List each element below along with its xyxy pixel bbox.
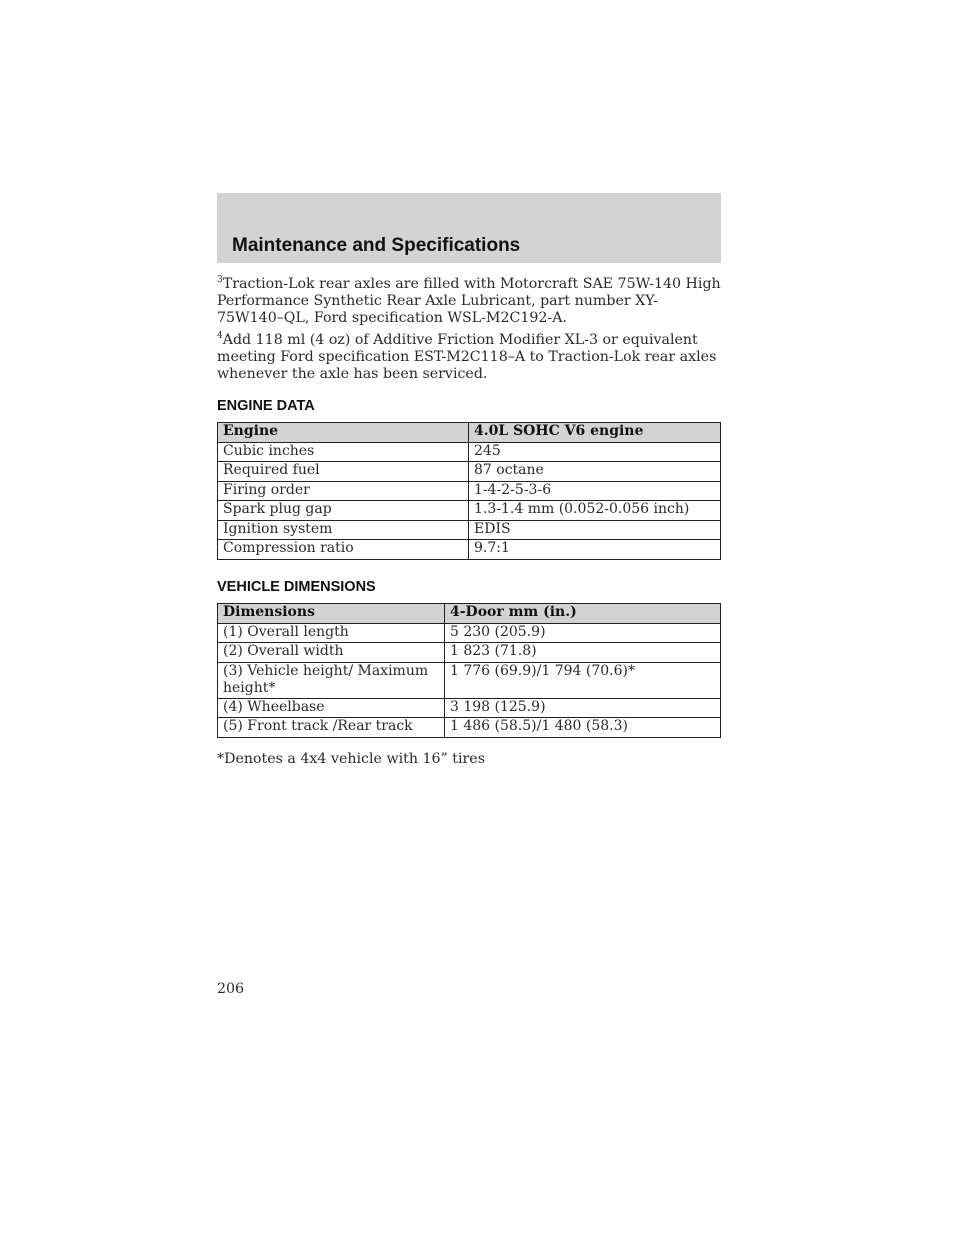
table-row bbox=[218, 662, 721, 698]
footnote-4 bbox=[217, 332, 721, 383]
table-cell: 1 486 (58.5)/1 480 (58.3) bbox=[445, 718, 721, 738]
table-row bbox=[218, 718, 721, 738]
engine-data-heading: ENGINE DATA bbox=[217, 398, 315, 414]
vehicle-dimensions-heading: VEHICLE DIMENSIONS bbox=[217, 579, 376, 595]
table-cell: Compression ratio bbox=[218, 540, 469, 560]
table-row bbox=[218, 501, 721, 521]
footnote-text: Add 118 ml (4 oz) of Additive Friction Modifier XL-3 or equivalent meeting Ford specification EST-M2C118–A to Traction-Lok rear axles whenever the axle has been serviced. bbox=[217, 332, 717, 382]
table-cell: (1) Overall length bbox=[218, 623, 445, 643]
page-title: Maintenance and Specifications bbox=[232, 235, 521, 256]
table-cell: 1-4-2-5-3-6 bbox=[469, 481, 721, 501]
table-cell: Cubic inches bbox=[218, 442, 469, 462]
table-row bbox=[218, 698, 721, 718]
table-cell: Required fuel bbox=[218, 462, 469, 482]
section-header-bar bbox=[217, 193, 721, 263]
table-cell: 9.7:1 bbox=[469, 540, 721, 560]
table-row bbox=[218, 442, 721, 462]
column-header: 4-Door mm (in.) bbox=[445, 604, 721, 624]
footnote-text: Traction-Lok rear axles are filled with Motorcraft SAE 75W-140 High Performance Synthetic Rear Axle Lubricant, part number XY-75W140–QL, Ford specification WSL-M2C192-A. bbox=[217, 276, 721, 326]
table-cell: 1 776 (69.9)/1 794 (70.6)* bbox=[445, 662, 721, 698]
table-row bbox=[218, 540, 721, 560]
column-header: Dimensions bbox=[218, 604, 445, 624]
tires-footnote: *Denotes a 4x4 vehicle with 16” tires bbox=[217, 751, 485, 767]
column-header: Engine bbox=[218, 423, 469, 443]
table-cell: (2) Overall width bbox=[218, 643, 445, 663]
table-cell: 1.3-1.4 mm (0.052-0.056 inch) bbox=[469, 501, 721, 521]
footnote-marker: 3 bbox=[217, 275, 223, 285]
table-row bbox=[218, 643, 721, 663]
engine-data-table bbox=[217, 422, 721, 560]
footnotes bbox=[217, 276, 721, 388]
table-cell: Spark plug gap bbox=[218, 501, 469, 521]
table-cell: 87 octane bbox=[469, 462, 721, 482]
table-cell: 5 230 (205.9) bbox=[445, 623, 721, 643]
table-cell: Firing order bbox=[218, 481, 469, 501]
footnote-3 bbox=[217, 276, 721, 327]
table-cell: (3) Vehicle height/ Maximum height* bbox=[218, 662, 445, 698]
table-cell: (4) Wheelbase bbox=[218, 698, 445, 718]
table-cell: 1 823 (71.8) bbox=[445, 643, 721, 663]
table-cell: (5) Front track /Rear track bbox=[218, 718, 445, 738]
page-number: 206 bbox=[217, 981, 245, 997]
table-row bbox=[218, 462, 721, 482]
vehicle-dimensions-table bbox=[217, 603, 721, 738]
table-row bbox=[218, 481, 721, 501]
table-row bbox=[218, 520, 721, 540]
footnote-marker: 4 bbox=[217, 331, 223, 341]
table-cell: 3 198 (125.9) bbox=[445, 698, 721, 718]
column-header: 4.0L SOHC V6 engine bbox=[469, 423, 721, 443]
table-cell: Ignition system bbox=[218, 520, 469, 540]
table-header-row bbox=[218, 423, 721, 443]
table-cell: 245 bbox=[469, 442, 721, 462]
table-row bbox=[218, 623, 721, 643]
table-header-row bbox=[218, 604, 721, 624]
table-cell: EDIS bbox=[469, 520, 721, 540]
